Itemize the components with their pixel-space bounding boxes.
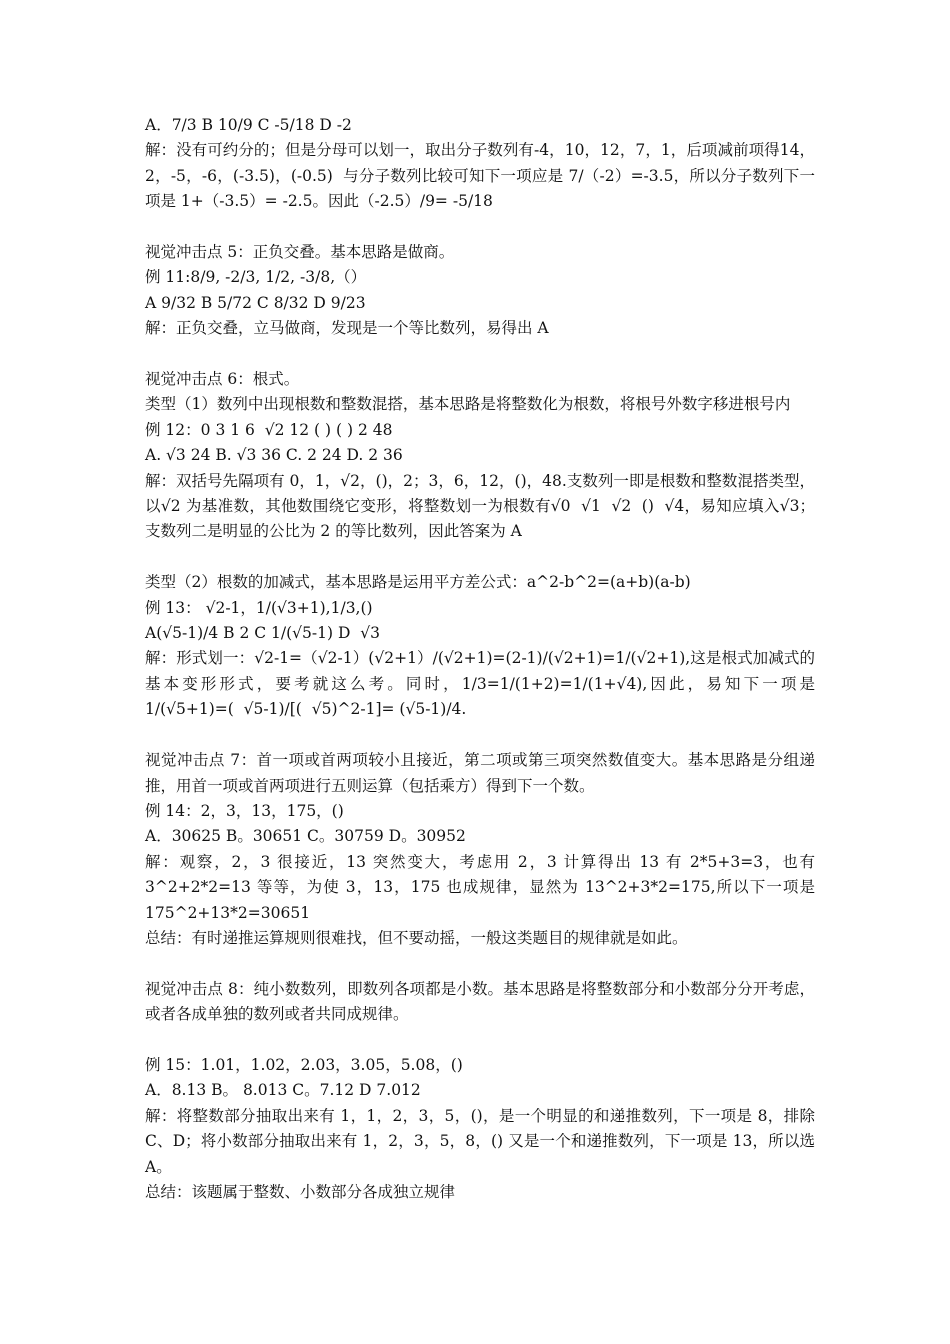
- answer-options-line: A. √3 24 B. √3 36 C. 2 24 D. 2 36: [145, 446, 403, 465]
- type-1-description: 类型（1）数列中出现根数和整数混搭，基本思路是将整数化为根数，将根号外数字移进根号内: [145, 395, 791, 414]
- document-body: [145, 113, 825, 1205]
- section-heading-7: 视觉冲击点 7：首一项或首两项较小且接近，第二项或第三项突然数值变大。基本思路是分组递推，用首一项或首两项进行五则运算（包括乘方）得到下一个数。: [145, 751, 815, 795]
- paragraph-gap: [145, 723, 815, 748]
- answer-options-line: A(√5-1)/4 B 2 C 1/(√5-1) D √3: [145, 624, 380, 643]
- answer-options-line: A．8.13 B。 8.013 C。7.12 D 7.012: [145, 1081, 421, 1100]
- solution-paragraph: 解：将整数部分抽取出来有 1，1，2，3，5，()，是一个明显的和递推数列，下一项是 8，排除 C、D；将小数部分抽取出来有 1，2，3，5，8，() 又是一个和递推数列，下一项是 13，所以选 A。: [145, 1106, 820, 1176]
- paragraph-gap: [145, 215, 815, 240]
- example-14: 例 14：2，3，13，175，(): [145, 801, 344, 820]
- paragraph-gap: [145, 1028, 815, 1053]
- solution-paragraph: 解：正负交叠，立马做商，发现是一个等比数列，易得出 A: [145, 319, 549, 338]
- solution-paragraph: 解：形式划一：√2-1=（√2-1）(√2+1）/(√2+1)=(2-1)/(√2+1)=1/(√2+1),这是根式加减式的基本变形形式，要考就这么考。同时，1/3=1/(1+2)=1/(1+√4),因此，易知下一项是 1/(√5+1)=( √5-1)/[( √5)^2-1]= (√5-1)/4.: [145, 649, 825, 719]
- type-2-description: 类型（2）根数的加减式，基本思路是运用平方差公式：a^2-b^2=(a+b)(a-b): [145, 573, 691, 592]
- example-11: 例 11:8/9, -2/3, 1/2, -3/8,（）: [145, 268, 367, 287]
- paragraph-gap: [145, 342, 815, 367]
- answer-options-line: A 9/32 B 5/72 C 8/32 D 9/23: [145, 293, 366, 312]
- solution-paragraph: 解：没有可约分的；但是分母可以划一，取出分子数列有-4，10，12，7，1，后项减前项得14，2，-5，-6，(-3.5)，(-0.5) 与分子数列比较可知下一项应是 7/（-2）=-3.5，所以分子数列下一项是 1+（-3.5）= -2.5。因此（-2.5）/9= -5/18: [145, 141, 815, 211]
- example-15: 例 15：1.01，1.02，2.03，3.05，5.08，(): [145, 1055, 463, 1074]
- summary-line: 总结：有时递推运算规则很难找，但不要动摇，一般这类题目的规律就是如此。: [145, 928, 688, 947]
- paragraph-gap: [145, 545, 815, 570]
- section-heading-5: 视觉冲击点 5：正负交叠。基本思路是做商。: [145, 243, 455, 262]
- answer-options-line: A．7/3 B 10/9 C -5/18 D -2: [145, 116, 352, 134]
- example-13: 例 13： √2-1，1/(√3+1),1/3,(): [145, 598, 373, 617]
- section-heading-8: 视觉冲击点 8：纯小数数列，即数列各项都是小数。基本思路是将整数部分和小数部分分开考虑，或者各成单独的数列或者共同成规律。: [145, 979, 815, 1024]
- solution-paragraph: 解：观察，2，3 很接近，13 突然变大，考虑用 2，3 计算得出 13 有 2*5+3=3，也有 3^2+2*2=13 等等，为使 3，13，175 也成规律，显然为 13^2+3*2=175,所以下一项是 175^2+13*2=30651: [145, 852, 820, 922]
- section-heading-6: 视觉冲击点 6：根式。: [145, 370, 300, 389]
- answer-options-line: A．30625 B。30651 C。30759 D。30952: [145, 827, 466, 846]
- example-12: 例 12：0 3 1 6 √2 12 ( ) ( ) 2 48: [145, 420, 393, 439]
- paragraph-gap: [145, 951, 815, 976]
- solution-paragraph: 解：双括号先隔项有 0，1，√2，()，2；3，6，12，()，48.支数列一即是根数和整数混搭类型，以√2 为基准数，其他数围绕它变形，将整数划一为根数有√0 √1 √2 () √4，易知应填入√3；支数列二是明显的公比为 2 的等比数列，因此答案为 A: [145, 471, 815, 541]
- summary-line: 总结：该题属于整数、小数部分各成独立规律: [145, 1182, 456, 1201]
